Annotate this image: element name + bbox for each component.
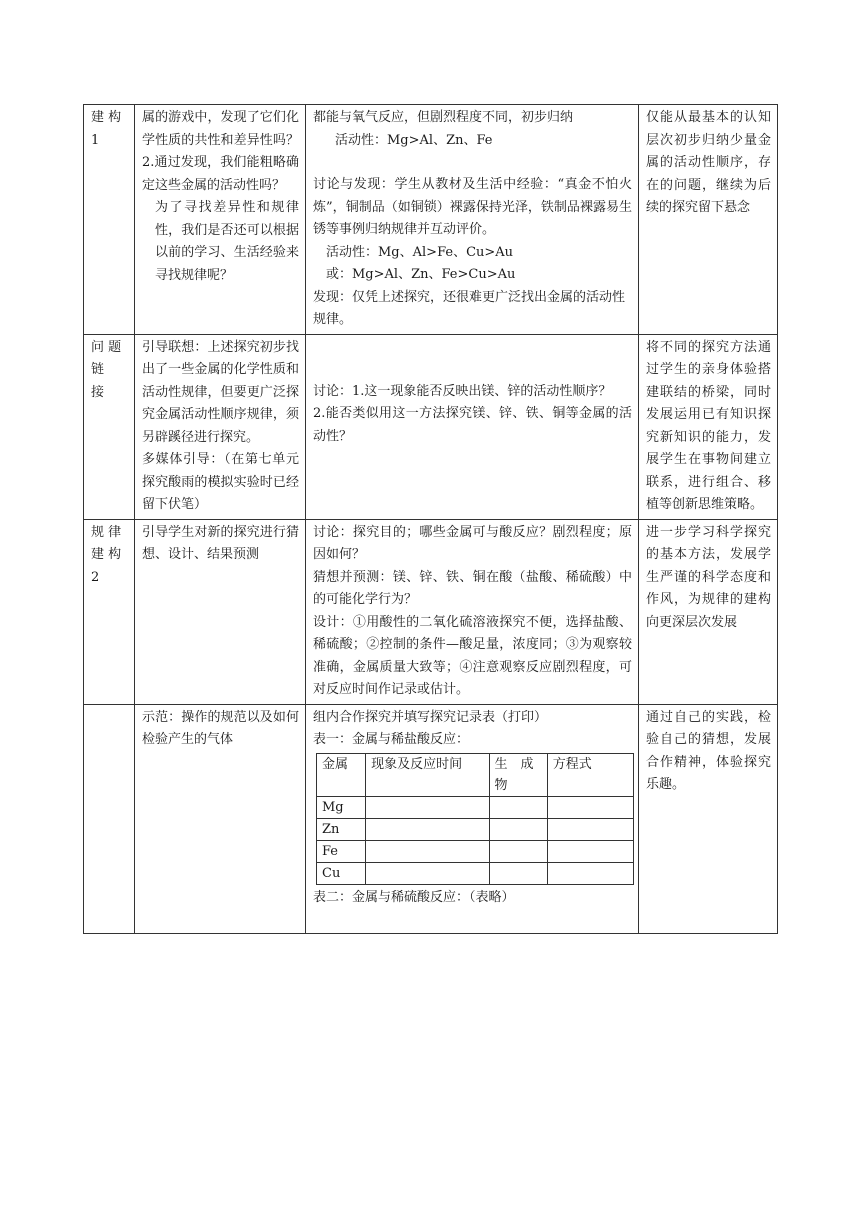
column-header: 金属 [317,753,366,796]
student-activity-cell [306,334,639,519]
table-row [84,105,778,335]
guide-text: 多媒体引导：（在第七单元探究酸雨的模拟实验时已经留下伏笔） [142,452,299,512]
teacher-guide-cell [135,105,306,335]
intent-text: 仅能从最基本的认知层次初步归纳少量金属的活动性顺序，存在的问题，继续为后续的探究留下悬念 [646,110,771,215]
stage-label-cell [84,519,135,704]
table2-note: 表二：金属与稀硫酸反应：（表略） [313,889,515,905]
teacher-guide-cell [135,704,306,934]
column-header: 生 成物 [489,753,547,796]
activity-text: 都能与氧气反应，但剧烈程度不同，初步归纳 [313,110,574,125]
guide-text: 引导学生对新的探究进行猜想、设计、结果预测 [142,524,299,562]
guide-text: 为了寻找差异性和规律性，我们是否还可以根据以前的学习、生活经验来寻找规律呢？ [155,200,299,283]
guide-text: 属的游戏中，发现了它们化学性质的共性和差异性吗？2.通过发现，我们能粗略确定这些金属的活动性吗？ [142,110,299,193]
teacher-guide-cell [135,519,306,704]
activity-text: 猜想并预测：镁、锌、铁、铜在酸（盐酸、稀硫酸）中的可能化学行为？ [313,569,632,607]
table-header-row [317,753,634,796]
empty-cell [547,840,633,862]
teacher-guide-cell [135,334,306,519]
activity-text: 讨论：探究目的；哪些金属可与酸反应？剧烈程度；原因如何？ [313,524,632,562]
empty-cell [366,818,489,840]
stage-label: 规 律 建 构 2 [91,524,122,585]
stage-label: 问 题 链 接 [91,339,122,400]
empty-cell [489,818,547,840]
table-row [317,862,634,884]
intent-text: 将不同的探究方法通过学生的亲身体验搭建联结的桥梁，同时发展运用已有知识探究新知识的能力，发展学生在事物间建立联系，进行组合、移植等创新思维策略。 [646,339,771,512]
design-intent-cell [639,704,778,934]
column-header: 方程式 [547,753,633,796]
design-intent-cell [639,519,778,704]
design-intent-cell [639,334,778,519]
student-activity-cell [306,105,639,335]
metal-cell: Cu [317,862,366,884]
table-row [84,519,778,704]
intent-text: 通过自己的实践，检验自己的猜想，发展合作精神，体验探究乐趣。 [646,709,771,792]
empty-cell [489,840,547,862]
activity-text: 讨论：1.这一现象能否反映出镁、锌的活动性顺序？ [313,383,612,399]
guide-text: 引导联想：上述探究初步找出了一些金属的化学性质和活动性规律，但要更广泛探究金属活动性顺序规律，须另辟蹊径进行探究。 [142,339,299,445]
empty-cell [489,796,547,818]
table-row [317,818,634,840]
table1-title: 表一：金属与稀盐酸反应： [313,732,470,747]
record-table [316,753,634,885]
table-row [84,704,778,934]
design-intent-cell [639,105,778,335]
column-header: 现象及反应时间 [366,753,489,796]
metal-cell: Fe [317,840,366,862]
empty-cell [366,840,489,862]
student-activity-cell [306,704,639,934]
empty-cell [547,796,633,818]
lesson-plan-table [83,104,778,934]
table-row [317,840,634,862]
activity-text: 设计：①用酸性的二氧化硫溶液探究不便，选择盐酸、稀硫酸；②控制的条件—酸足量，浓度同；③为观察较准确，金属质量大致等；④注意观察反应剧烈程度，可对反应时间作记录或估计。 [313,614,632,697]
activity-text: 2.能否类似用这一方法探究镁、锌、铁、铜等金属的活动性？ [313,406,632,444]
empty-cell [366,862,489,884]
stage-label-cell [84,704,135,934]
empty-cell [366,796,489,818]
activity-text: 发现：仅凭上述探究，还很难更广泛找出金属的活动性规律。 [313,289,626,327]
activity-text: 组内合作探究并填写探究记录表（打印） [313,709,548,725]
empty-cell [547,818,633,840]
metal-cell: Mg [317,796,366,818]
activity-text: 活动性：Mg、Al>Fe、Cu>Au [326,244,514,260]
table-row [84,334,778,519]
metal-cell: Zn [317,818,366,840]
student-activity-cell [306,519,639,704]
guide-text: 示范：操作的规范以及如何检验产生的气体 [142,709,299,747]
intent-text: 进一步学习科学探究的基本方法，发展学生严谨的科学态度和作风，为规律的建构向更深层次发展 [646,524,771,630]
activity-text: 活动性：Mg>Al、Zn、Fe [335,132,493,148]
activity-text: 讨论与发现：学生从教材及生活中经验：“真金不怕火炼”，铜制品（如铜锁）裸露保持光泽，铁制品裸露易生锈等事例归纳规律并互动评价。 [313,177,632,237]
empty-cell [547,862,633,884]
table-row [317,796,634,818]
stage-label: 建 构 1 [91,110,122,148]
stage-label-cell [84,334,135,519]
activity-text: 或：Mg>Al、Zn、Fe>Cu>Au [326,267,516,282]
stage-label-cell [84,105,135,335]
empty-cell [489,862,547,884]
